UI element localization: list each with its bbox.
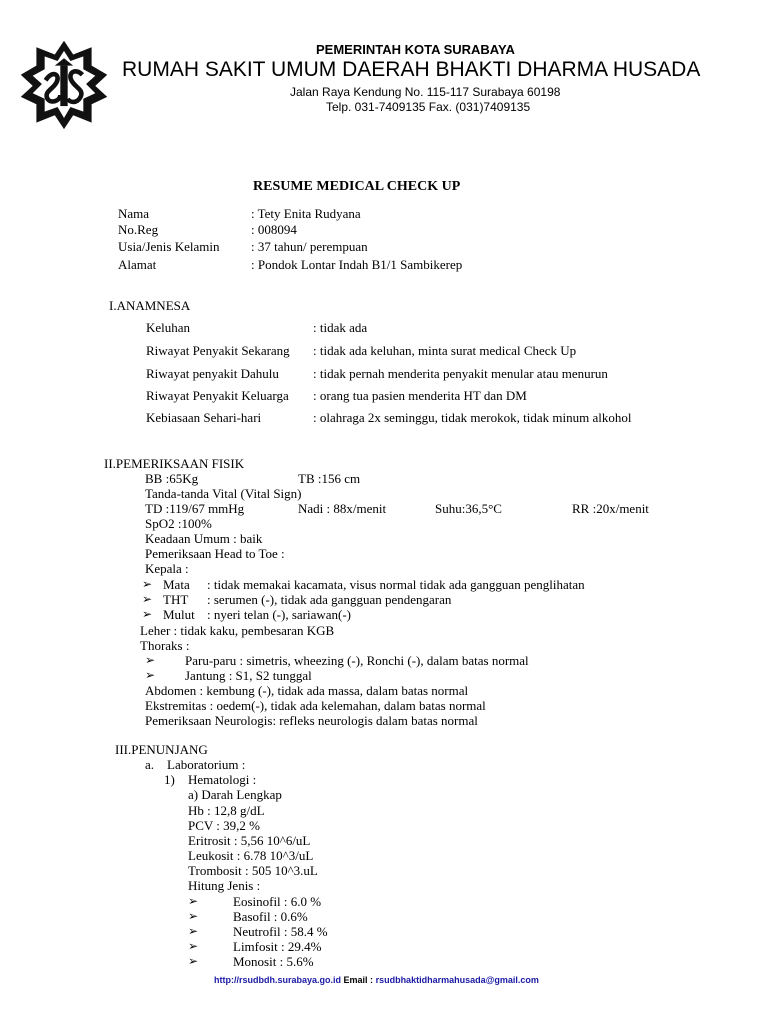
leukosit-value: Leukosit : 6.78 10^3/uL <box>188 848 314 863</box>
arrow-bullet-icon: ➢ <box>145 668 156 682</box>
tb-value: TB :156 cm <box>298 471 361 486</box>
arrow-bullet-icon: ➢ <box>188 894 199 908</box>
arrow-bullet-icon: ➢ <box>142 577 153 591</box>
ekstremitas-value: Ekstremitas : oedem(-), tidak ada kelemahan, dalam batas normal <box>145 698 486 713</box>
mulut-label: Mulut <box>163 607 195 622</box>
leher-value: Leher : tidak kaku, pembesaran KGB <box>140 623 335 638</box>
rr-value: RR :20x/menit <box>572 501 649 516</box>
arrow-bullet-icon: ➢ <box>142 607 153 621</box>
hitung-jenis-heading: Hitung Jenis : <box>188 878 261 893</box>
patient-name-label: Nama <box>118 206 150 221</box>
laboratorium-heading: Laboratorium : <box>167 757 246 772</box>
pcv-value: PCV : 39,2 % <box>188 818 260 833</box>
patient-address-value: : Pondok Lontar Indah B1/1 Sambikerep <box>251 257 463 272</box>
td-value: TD :119/67 mmHg <box>145 501 245 516</box>
fisik-heading: II.PEMERIKSAAN FISIK <box>104 456 245 471</box>
kebiasaan-label: Kebiasaan Sehari-hari <box>146 410 262 425</box>
riwayat-sekarang-value: : tidak ada keluhan, minta surat medical Check Up <box>313 343 577 358</box>
trombosit-value: Trombosit : 505 10^3.uL <box>188 863 318 878</box>
list-marker-a: a. <box>145 757 155 772</box>
footer <box>214 975 539 985</box>
hospital-name: RUMAH SAKIT UMUM DAERAH BHAKTI DHARMA HUSADA <box>122 58 701 81</box>
hospital-address: Jalan Raya Kendung No. 115-117 Surabaya 60198 <box>290 85 561 99</box>
patient-age-value: : 37 tahun/ perempuan <box>251 239 368 254</box>
arrow-bullet-icon: ➢ <box>142 592 153 606</box>
spo2-value: SpO2 :100% <box>145 516 212 531</box>
monosit-value: Monosit : 5.6% <box>233 954 314 969</box>
kebiasaan-value: : olahraga 2x seminggu, tidak merokok, tidak minum alkohol <box>313 410 632 425</box>
riwayat-dahulu-value: : tidak pernah menderita penyakit menular atau menurun <box>313 366 608 381</box>
darah-lengkap-heading: a) Darah Lengkap <box>188 787 282 802</box>
eritrosit-value: Eritrosit : 5,56 10^6/uL <box>188 833 311 848</box>
anamnesa-heading: I.ANAMNESA <box>109 298 191 313</box>
tht-label: THT <box>163 592 189 607</box>
hb-value: Hb : 12,8 g/dL <box>188 803 265 818</box>
suhu-value: Suhu:36,5°C <box>435 501 502 516</box>
abdomen-value: Abdomen : kembung (-), tidak ada massa, dalam batas normal <box>145 683 469 698</box>
government-name: PEMERINTAH KOTA SURABAYA <box>316 42 515 57</box>
kepala-heading: Kepala : <box>145 561 189 576</box>
vital-sign-heading: Tanda-tanda Vital (Vital Sign) <box>145 486 302 501</box>
neutrofil-value: Neutrofil : 58.4 % <box>233 924 328 939</box>
riwayat-keluarga-label: Riwayat Penyakit Keluarga <box>146 388 289 403</box>
arrow-bullet-icon: ➢ <box>188 909 199 923</box>
tht-value: : serumen (-), tidak ada gangguan pendengaran <box>207 592 452 607</box>
patient-reg-value: : 008094 <box>251 222 297 237</box>
hematologi-heading: Hematologi : <box>188 772 257 787</box>
patient-reg-label: No.Reg <box>118 222 159 237</box>
website-link[interactable]: http://rsudbdh.surabaya.go.id <box>214 975 342 985</box>
bb-value: BB :65Kg <box>145 471 199 486</box>
email-label: Email : <box>343 975 374 985</box>
email-link[interactable]: rsudbhaktidharmahusada@gmail.com <box>375 975 539 985</box>
keadaan-umum: Keadaan Umum : baik <box>145 531 263 546</box>
basofil-value: Basofil : 0.6% <box>233 909 308 924</box>
patient-age-label: Usia/Jenis Kelamin <box>118 239 220 254</box>
limfosit-value: Limfosit : 29.4% <box>233 939 322 954</box>
mata-label: Mata <box>163 577 190 592</box>
neurologis-value: Pemeriksaan Neurologis: refleks neurologis dalam batas normal <box>145 713 478 728</box>
eosinofil-value: Eosinofil : 6.0 % <box>233 894 322 909</box>
arrow-bullet-icon: ➢ <box>188 939 199 953</box>
riwayat-dahulu-label: Riwayat penyakit Dahulu <box>146 366 279 381</box>
riwayat-keluarga-value: : orang tua pasien menderita HT dan DM <box>313 388 527 403</box>
thoraks-heading: Thoraks : <box>140 638 190 653</box>
mata-value: : tidak memakai kacamata, visus normal tidak ada gangguan penglihatan <box>207 577 585 592</box>
jantung-value: Jantung : S1, S2 tunggal <box>185 668 312 683</box>
patient-address-label: Alamat <box>118 257 157 272</box>
arrow-bullet-icon: ➢ <box>188 924 199 938</box>
head-to-toe-heading: Pemeriksaan Head to Toe : <box>145 546 285 561</box>
nadi-value: Nadi : 88x/menit <box>298 501 387 516</box>
document-title: RESUME MEDICAL CHECK UP <box>253 179 461 194</box>
arrow-bullet-icon: ➢ <box>145 653 156 667</box>
keluhan-label: Keluhan <box>146 320 191 335</box>
riwayat-sekarang-label: Riwayat Penyakit Sekarang <box>146 343 290 358</box>
penunjang-heading: III.PENUNJANG <box>115 742 208 757</box>
keluhan-value: : tidak ada <box>313 320 368 335</box>
surabaya-crest-logo <box>18 38 110 130</box>
patient-name-value: : Tety Enita Rudyana <box>251 206 361 221</box>
mulut-value: : nyeri telan (-), sariawan(-) <box>207 607 352 622</box>
hospital-phone: Telp. 031-7409135 Fax. (031)7409135 <box>326 100 531 114</box>
list-marker-1: 1) <box>164 772 175 787</box>
arrow-bullet-icon: ➢ <box>188 954 199 968</box>
paru-value: Paru-paru : simetris, wheezing (-), Ronchi (-), dalam batas normal <box>185 653 529 668</box>
